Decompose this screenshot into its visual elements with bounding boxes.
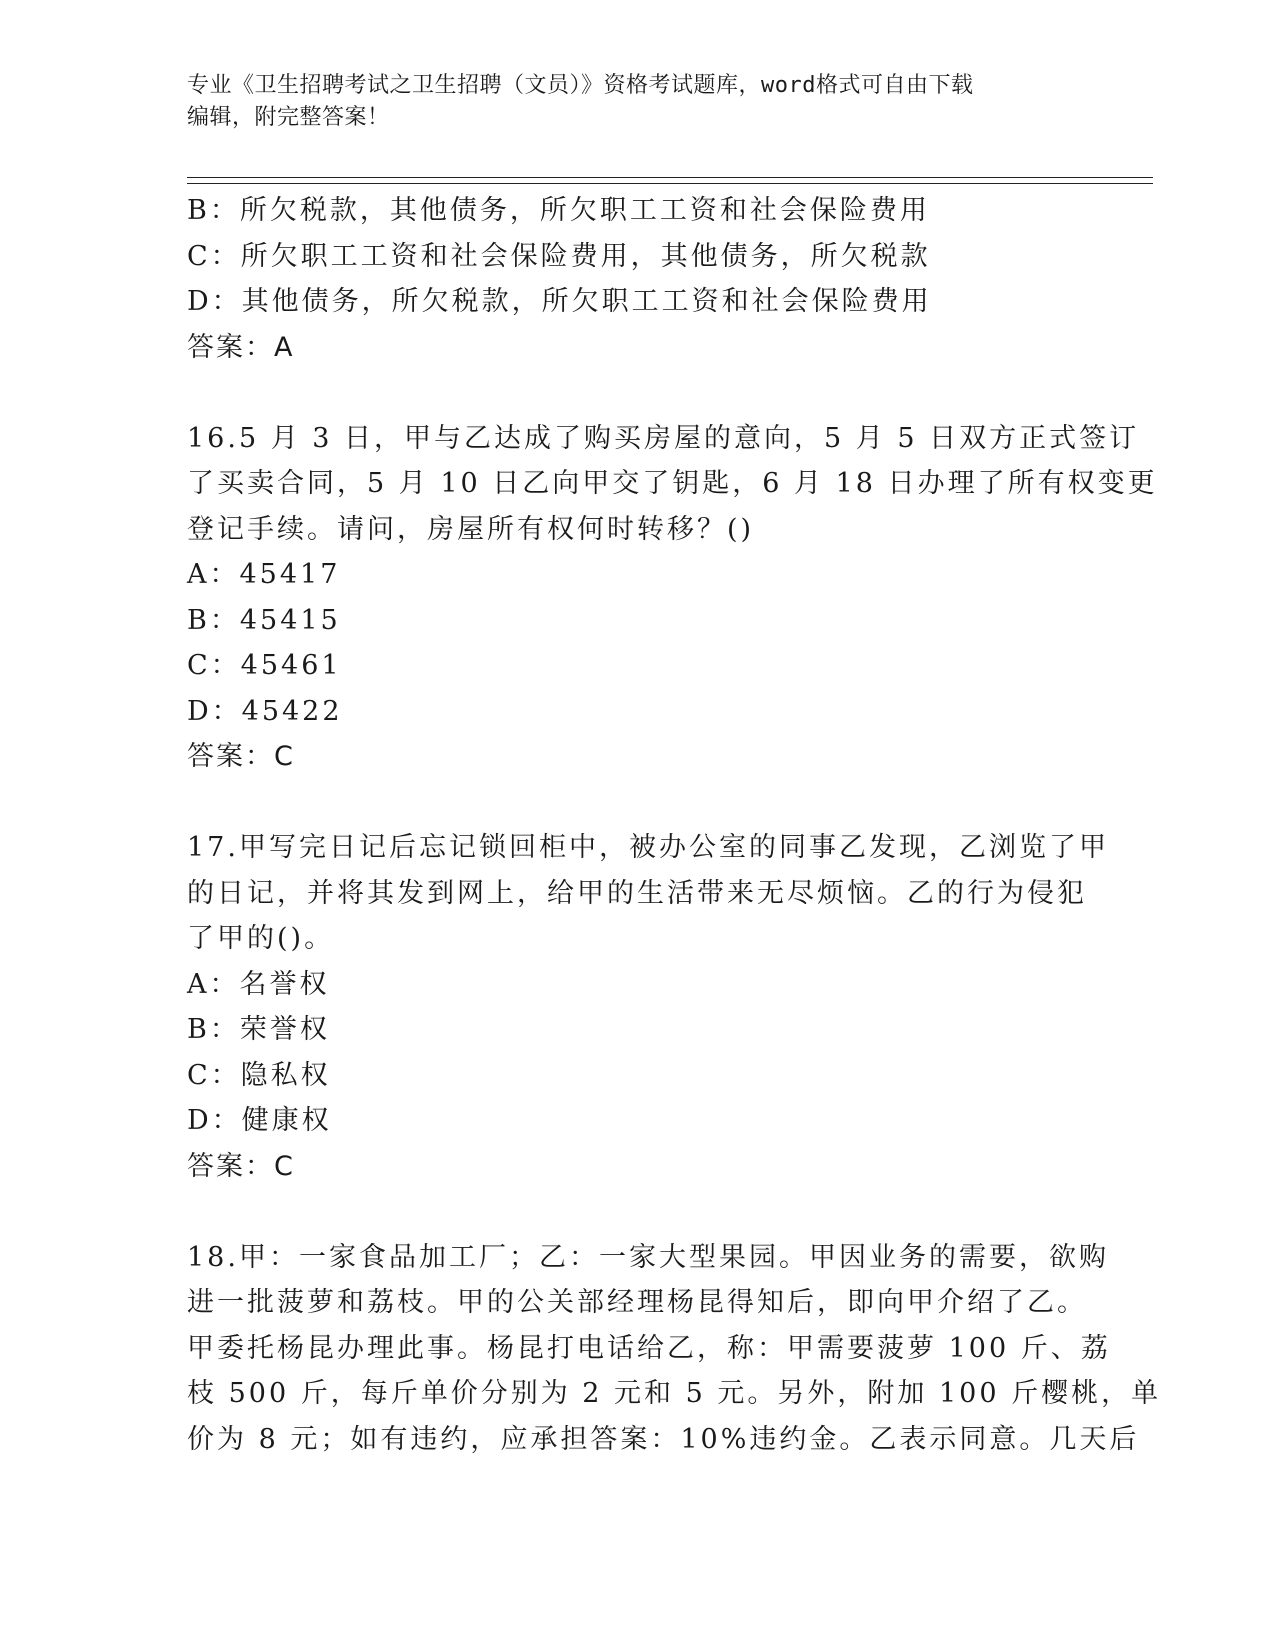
option: C：所欠职工工资和社会保险费用，其他债务，所欠税款	[187, 240, 931, 272]
question-stem-line: 登记手续。请问，房屋所有权何时转移？()	[187, 513, 755, 545]
question-stem-line: 的日记，并将其发到网上，给甲的生活带来无尽烦恼。乙的行为侵犯	[187, 877, 1087, 909]
question-stem-line: 了买卖合同，5 月 10 日乙向甲交了钥匙，6 月 18 日办理了所有权变更	[187, 468, 1158, 499]
header-line: 编辑，附完整答案！	[187, 105, 390, 130]
option: B：所欠税款，其他债务，所欠职工工资和社会保险费用	[187, 195, 930, 226]
question-continued	[187, 188, 1087, 370]
page-header	[187, 70, 1067, 134]
answer: 答案：C	[187, 741, 295, 772]
question-stem-line: 17.甲写完日记后忘记锁回柜中，被办公室的同事乙发现，乙浏览了甲	[187, 832, 1109, 863]
option: B：45415	[187, 604, 341, 636]
option: D：45422	[187, 695, 343, 727]
option: B：荣誉权	[187, 1014, 330, 1045]
question-stem-line: 18.甲：一家食品加工厂；乙：一家大型果园。甲因业务的需要，欲购	[187, 1241, 1109, 1273]
question-stem-line: 枝 500 斤，每斤单价分别为 2 元和 5 元。另外，附加 100 斤樱桃，单	[187, 1378, 1162, 1409]
question-17	[187, 825, 1109, 1189]
option: A：45417	[187, 559, 341, 590]
question-18	[187, 1235, 1162, 1463]
answer: 答案：A	[187, 331, 295, 363]
question-stem-line: 甲委托杨昆办理此事。杨昆打电话给乙，称：甲需要菠萝 100 斤、荔	[187, 1332, 1111, 1364]
document-body	[187, 188, 1162, 1462]
option: A：名誉权	[187, 968, 330, 1000]
header-rule	[187, 183, 1153, 184]
option: D：健康权	[187, 1105, 332, 1136]
option: C：隐私权	[187, 1059, 331, 1091]
question-stem-line: 进一批菠萝和荔枝。甲的公关部经理杨昆得知后，即向甲介绍了乙。	[187, 1287, 1087, 1318]
question-stem-line: 16.5 月 3 日，甲与乙达成了购买房屋的意向，5 月 5 日双方正式签订	[187, 422, 1140, 454]
option: D：其他债务，所欠税款，所欠职工工资和社会保险费用	[187, 286, 932, 317]
question-stem-line: 价为 8 元；如有违约，应承担答案：10%违约金。乙表示同意。几天后	[187, 1423, 1140, 1455]
answer: 答案：C	[187, 1150, 295, 1182]
option: C：45461	[187, 650, 342, 681]
question-stem-line: 了甲的()。	[187, 923, 335, 954]
header-line: 专业《卫生招聘考试之卫生招聘（文员）》资格考试题库，word格式可自由下载	[187, 73, 974, 98]
header-rule	[187, 177, 1153, 178]
question-16	[187, 416, 1158, 780]
